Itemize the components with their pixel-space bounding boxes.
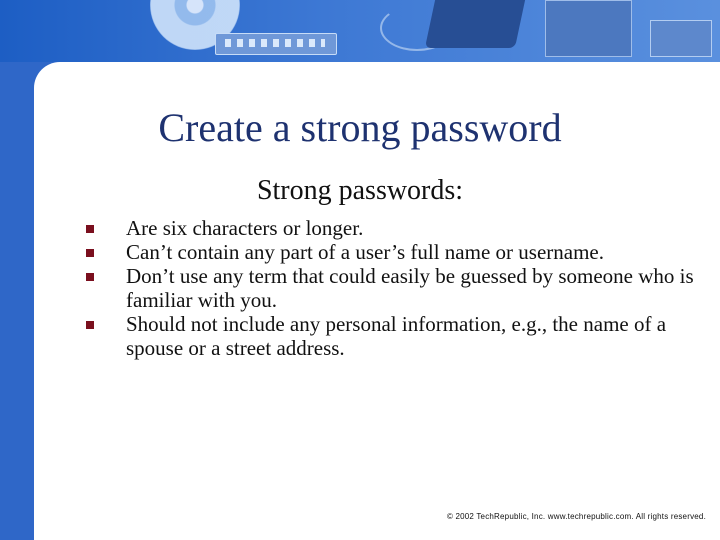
square-bullet-icon — [86, 249, 94, 257]
laptop-graphic — [425, 0, 525, 48]
device-ports-graphic — [225, 39, 325, 47]
bullet-list — [84, 216, 704, 360]
square-bullet-icon — [86, 225, 94, 233]
bullet-text: Should not include any personal information, e.g., the name of a spouse or a street address. — [126, 312, 667, 360]
circuit-board-graphic — [545, 0, 632, 57]
content-panel — [34, 62, 720, 540]
bullet-text: Don’t use any term that could easily be guessed by someone who is familiar with you. — [126, 264, 694, 312]
slide-subtitle: Strong passwords: — [256, 175, 464, 206]
copyright-footer: © 2002 TechRepublic, Inc. www.techrepublic.com. All rights reserved. — [446, 512, 706, 521]
slide-title: Create a strong password — [158, 105, 562, 150]
list-item — [84, 216, 704, 240]
list-item — [84, 264, 704, 312]
bullet-text: Are six characters or longer. — [126, 216, 364, 240]
bullet-text: Can’t contain any part of a user’s full name or username. — [126, 240, 604, 264]
list-item — [84, 240, 704, 264]
header-banner-image — [0, 0, 720, 62]
square-bullet-icon — [86, 321, 94, 329]
card-graphic — [650, 20, 712, 57]
square-bullet-icon — [86, 273, 94, 281]
list-item — [84, 312, 704, 360]
